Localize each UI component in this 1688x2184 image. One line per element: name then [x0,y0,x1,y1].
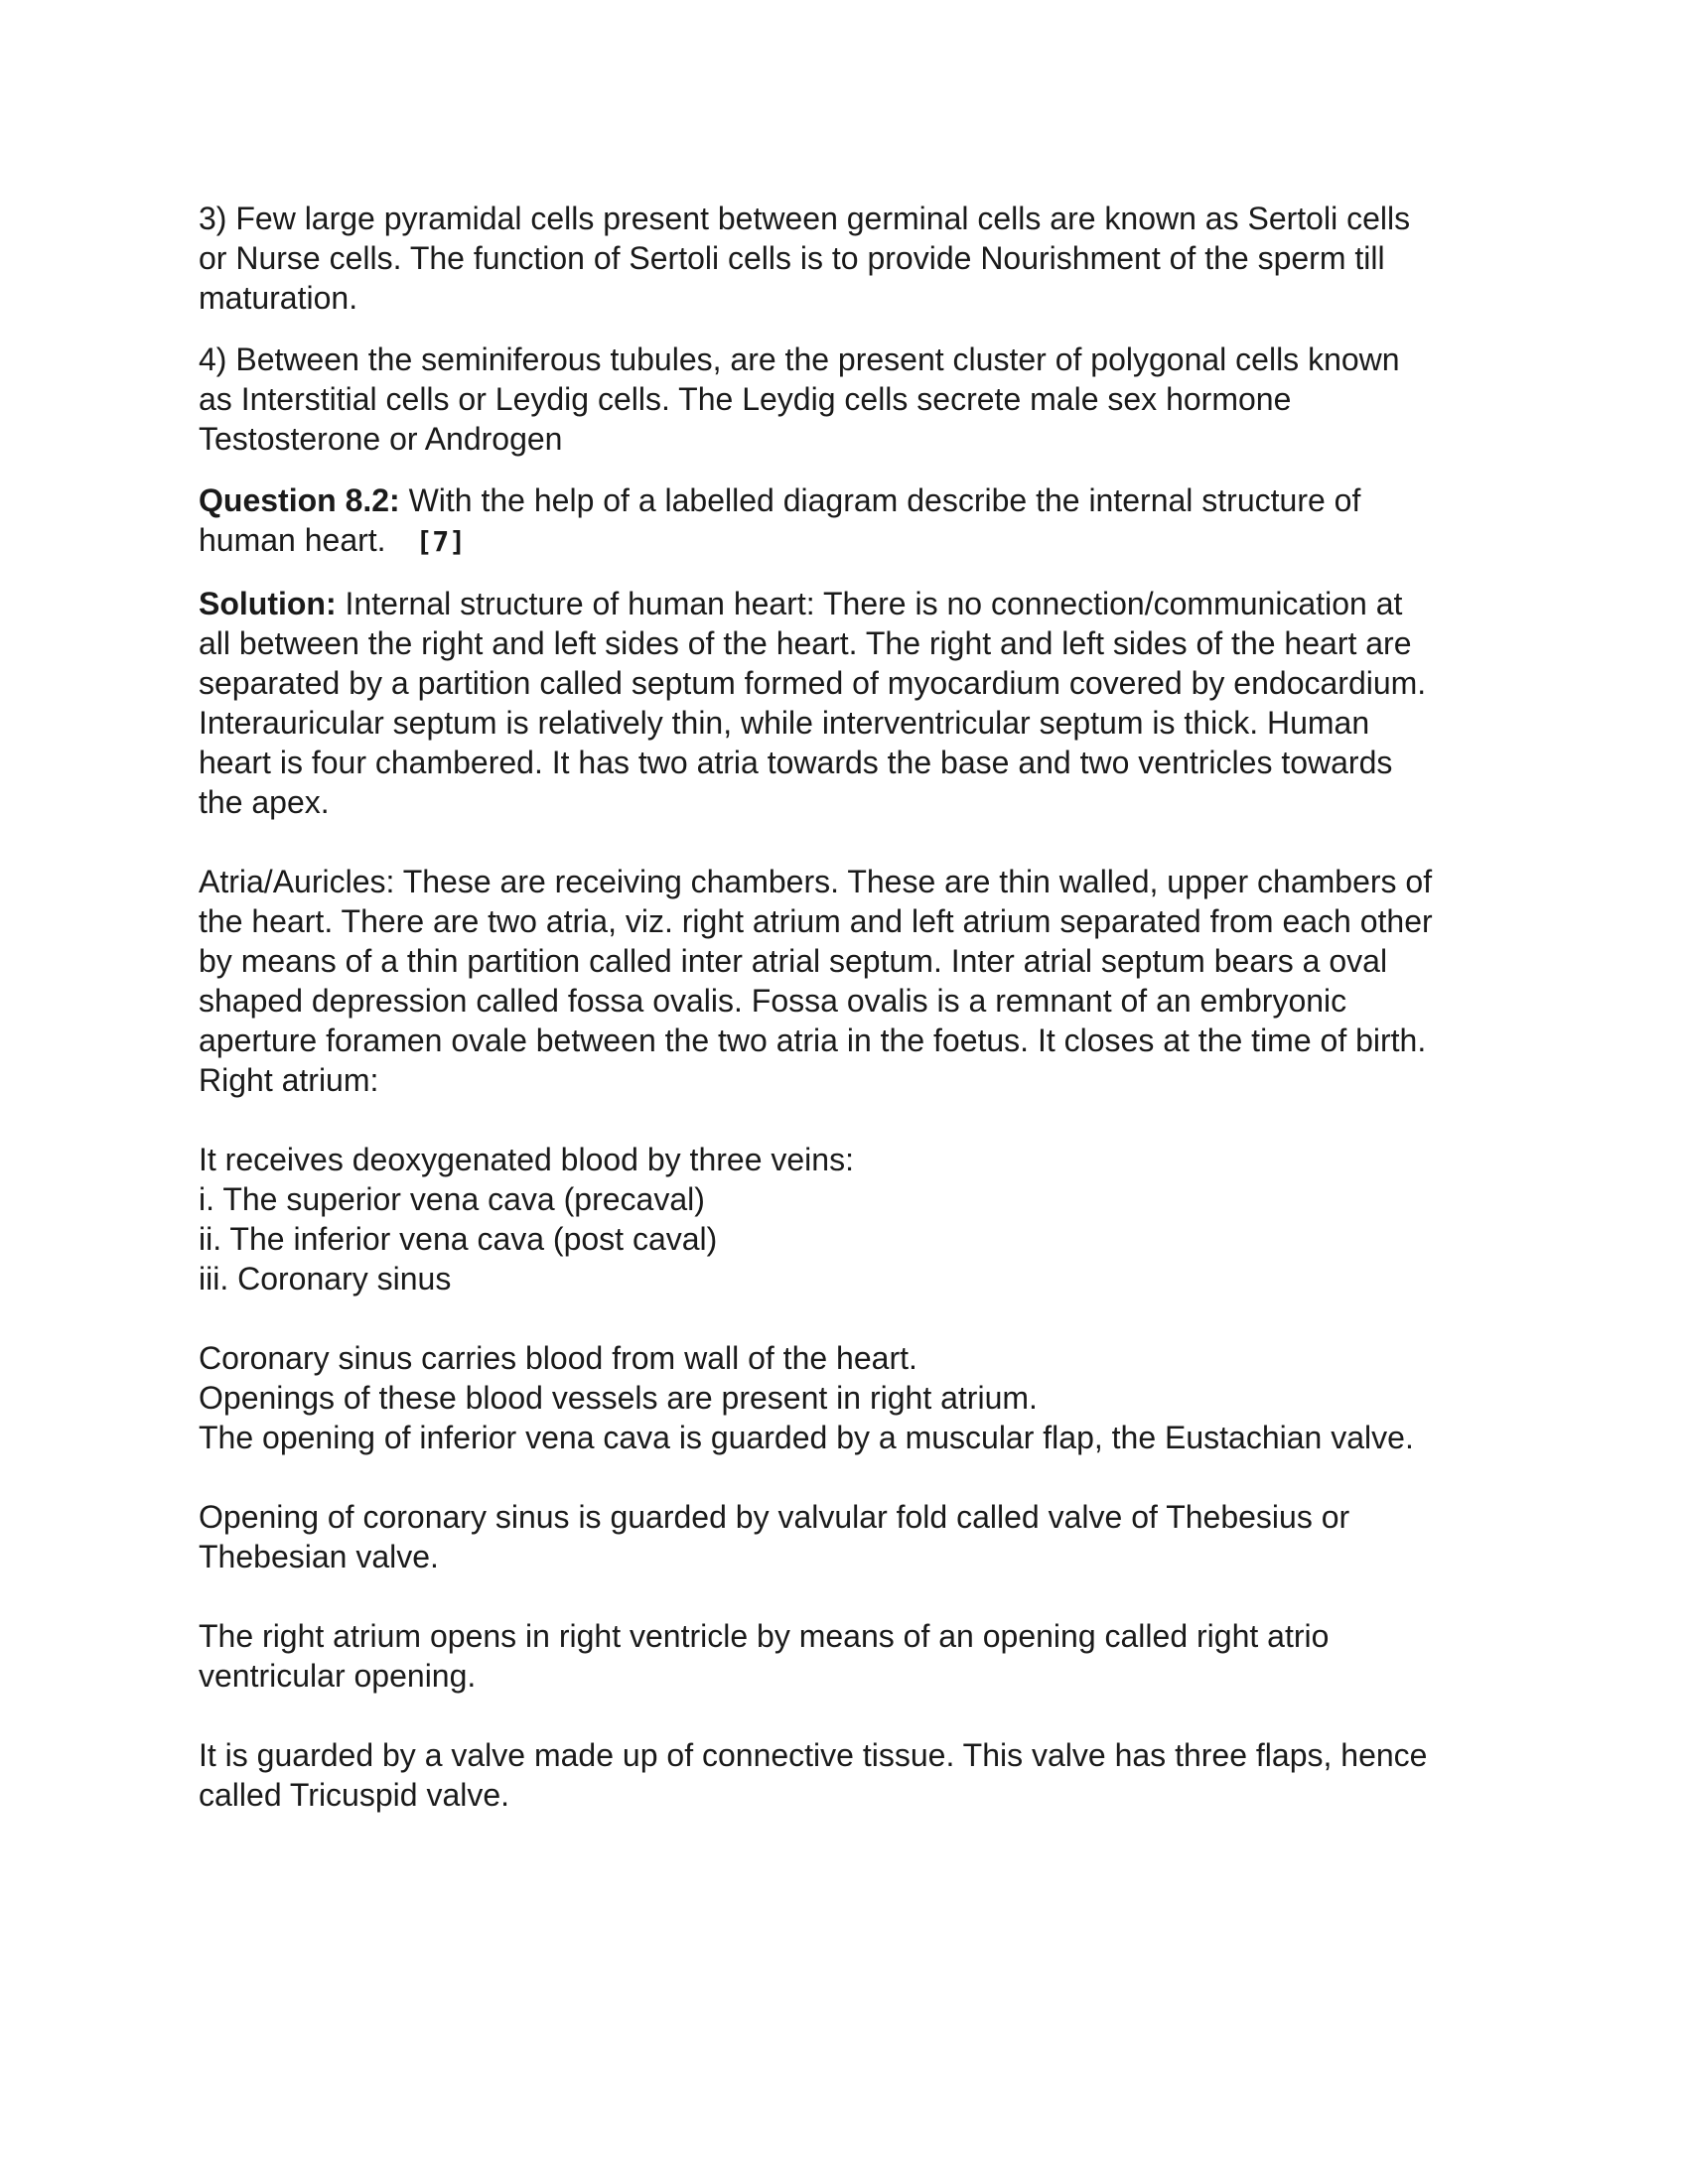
blank-line [199,1457,1499,1497]
question-line [199,480,1499,520]
text-line: 4) Between the seminiferous tubules, are the present cluster of polygonal cells known [199,341,1400,377]
text-line: It is guarded by a valve made up of connective tissue. This valve has three flaps, hence [199,1737,1428,1773]
text-line: by means of a thin partition called inter atrial septum. Inter atrial septum bears a oval [199,943,1388,979]
text-line: as Interstitial cells or Leydig cells. The Leydig cells secrete male sex hormone [199,381,1292,417]
text-line: aperture foramen ovale between the two atria in the foetus. It closes at the time of birth. [199,1023,1427,1058]
text-line: separated by a partition called septum formed of myocardium covered by endocardium. [199,665,1427,701]
text-line: or Nurse cells. The function of Sertoli cells is to provide Nourishment of the sperm till [199,240,1385,276]
document-page [199,199,1499,1837]
list-item: iii. Coronary sinus [199,1261,452,1297]
text-line: all between the right and left sides of the heart. The right and left sides of the heart are [199,625,1412,661]
text-line: Right atrium: [199,1062,379,1098]
solution-label: Solution: [199,586,337,621]
text-line: Thebesian valve. [199,1539,439,1574]
marks-badge: [7] [415,525,467,558]
question-text: With the help of a labelled diagram describe the internal structure of [399,482,1361,518]
paragraph-sertoli-cells [199,199,1499,318]
question-label: Question 8.2: [199,482,400,518]
text-line: the apex. [199,784,330,820]
blank-line [199,1298,1499,1338]
solution-line [199,584,1499,623]
blank-line [199,1100,1499,1140]
text-line: Atria/Auricles: These are receiving chambers. These are thin walled, upper chambers of [199,864,1433,899]
text-line: The opening of inferior vena cava is guarded by a muscular flap, the Eustachian valve. [199,1420,1414,1455]
text-line: Openings of these blood vessels are present in right atrium. [199,1380,1038,1416]
blank-line [199,1696,1499,1735]
text-line: the heart. There are two atria, viz. right atrium and left atrium separated from each other [199,903,1433,939]
text-line: maturation. [199,280,358,316]
text-line: Testosterone or Androgen [199,421,563,457]
list-item: i. The superior vena cava (precaval) [199,1181,705,1217]
question-block [199,480,1499,562]
solution-text: Internal structure of human heart: There is no connection/communication at [336,586,1403,621]
question-line [199,520,1499,562]
blank-line [199,822,1499,862]
blank-line [199,1576,1499,1616]
text-line: Coronary sinus carries blood from wall of the heart. [199,1340,917,1376]
text-line: heart is four chambered. It has two atria towards the base and two ventricles towards [199,745,1393,780]
text-line: ventricular opening. [199,1658,477,1694]
text-line: called Tricuspid valve. [199,1777,510,1813]
text-line: The right atrium opens in right ventricle by means of an opening called right atrio [199,1618,1330,1654]
solution-block [199,584,1499,1815]
text-line: 3) Few large pyramidal cells present between germinal cells are known as Sertoli cells [199,201,1411,236]
question-text: human heart. [199,522,386,558]
list-item: ii. The inferior vena cava (post caval) [199,1221,718,1257]
text-line: Interauricular septum is relatively thin, while interventricular septum is thick. Human [199,705,1370,741]
paragraph-leydig-cells [199,340,1499,459]
text-line: It receives deoxygenated blood by three veins: [199,1142,854,1177]
text-line: shaped depression called fossa ovalis. Fossa ovalis is a remnant of an embryonic [199,983,1347,1019]
text-line: Opening of coronary sinus is guarded by valvular fold called valve of Thebesius or [199,1499,1350,1535]
